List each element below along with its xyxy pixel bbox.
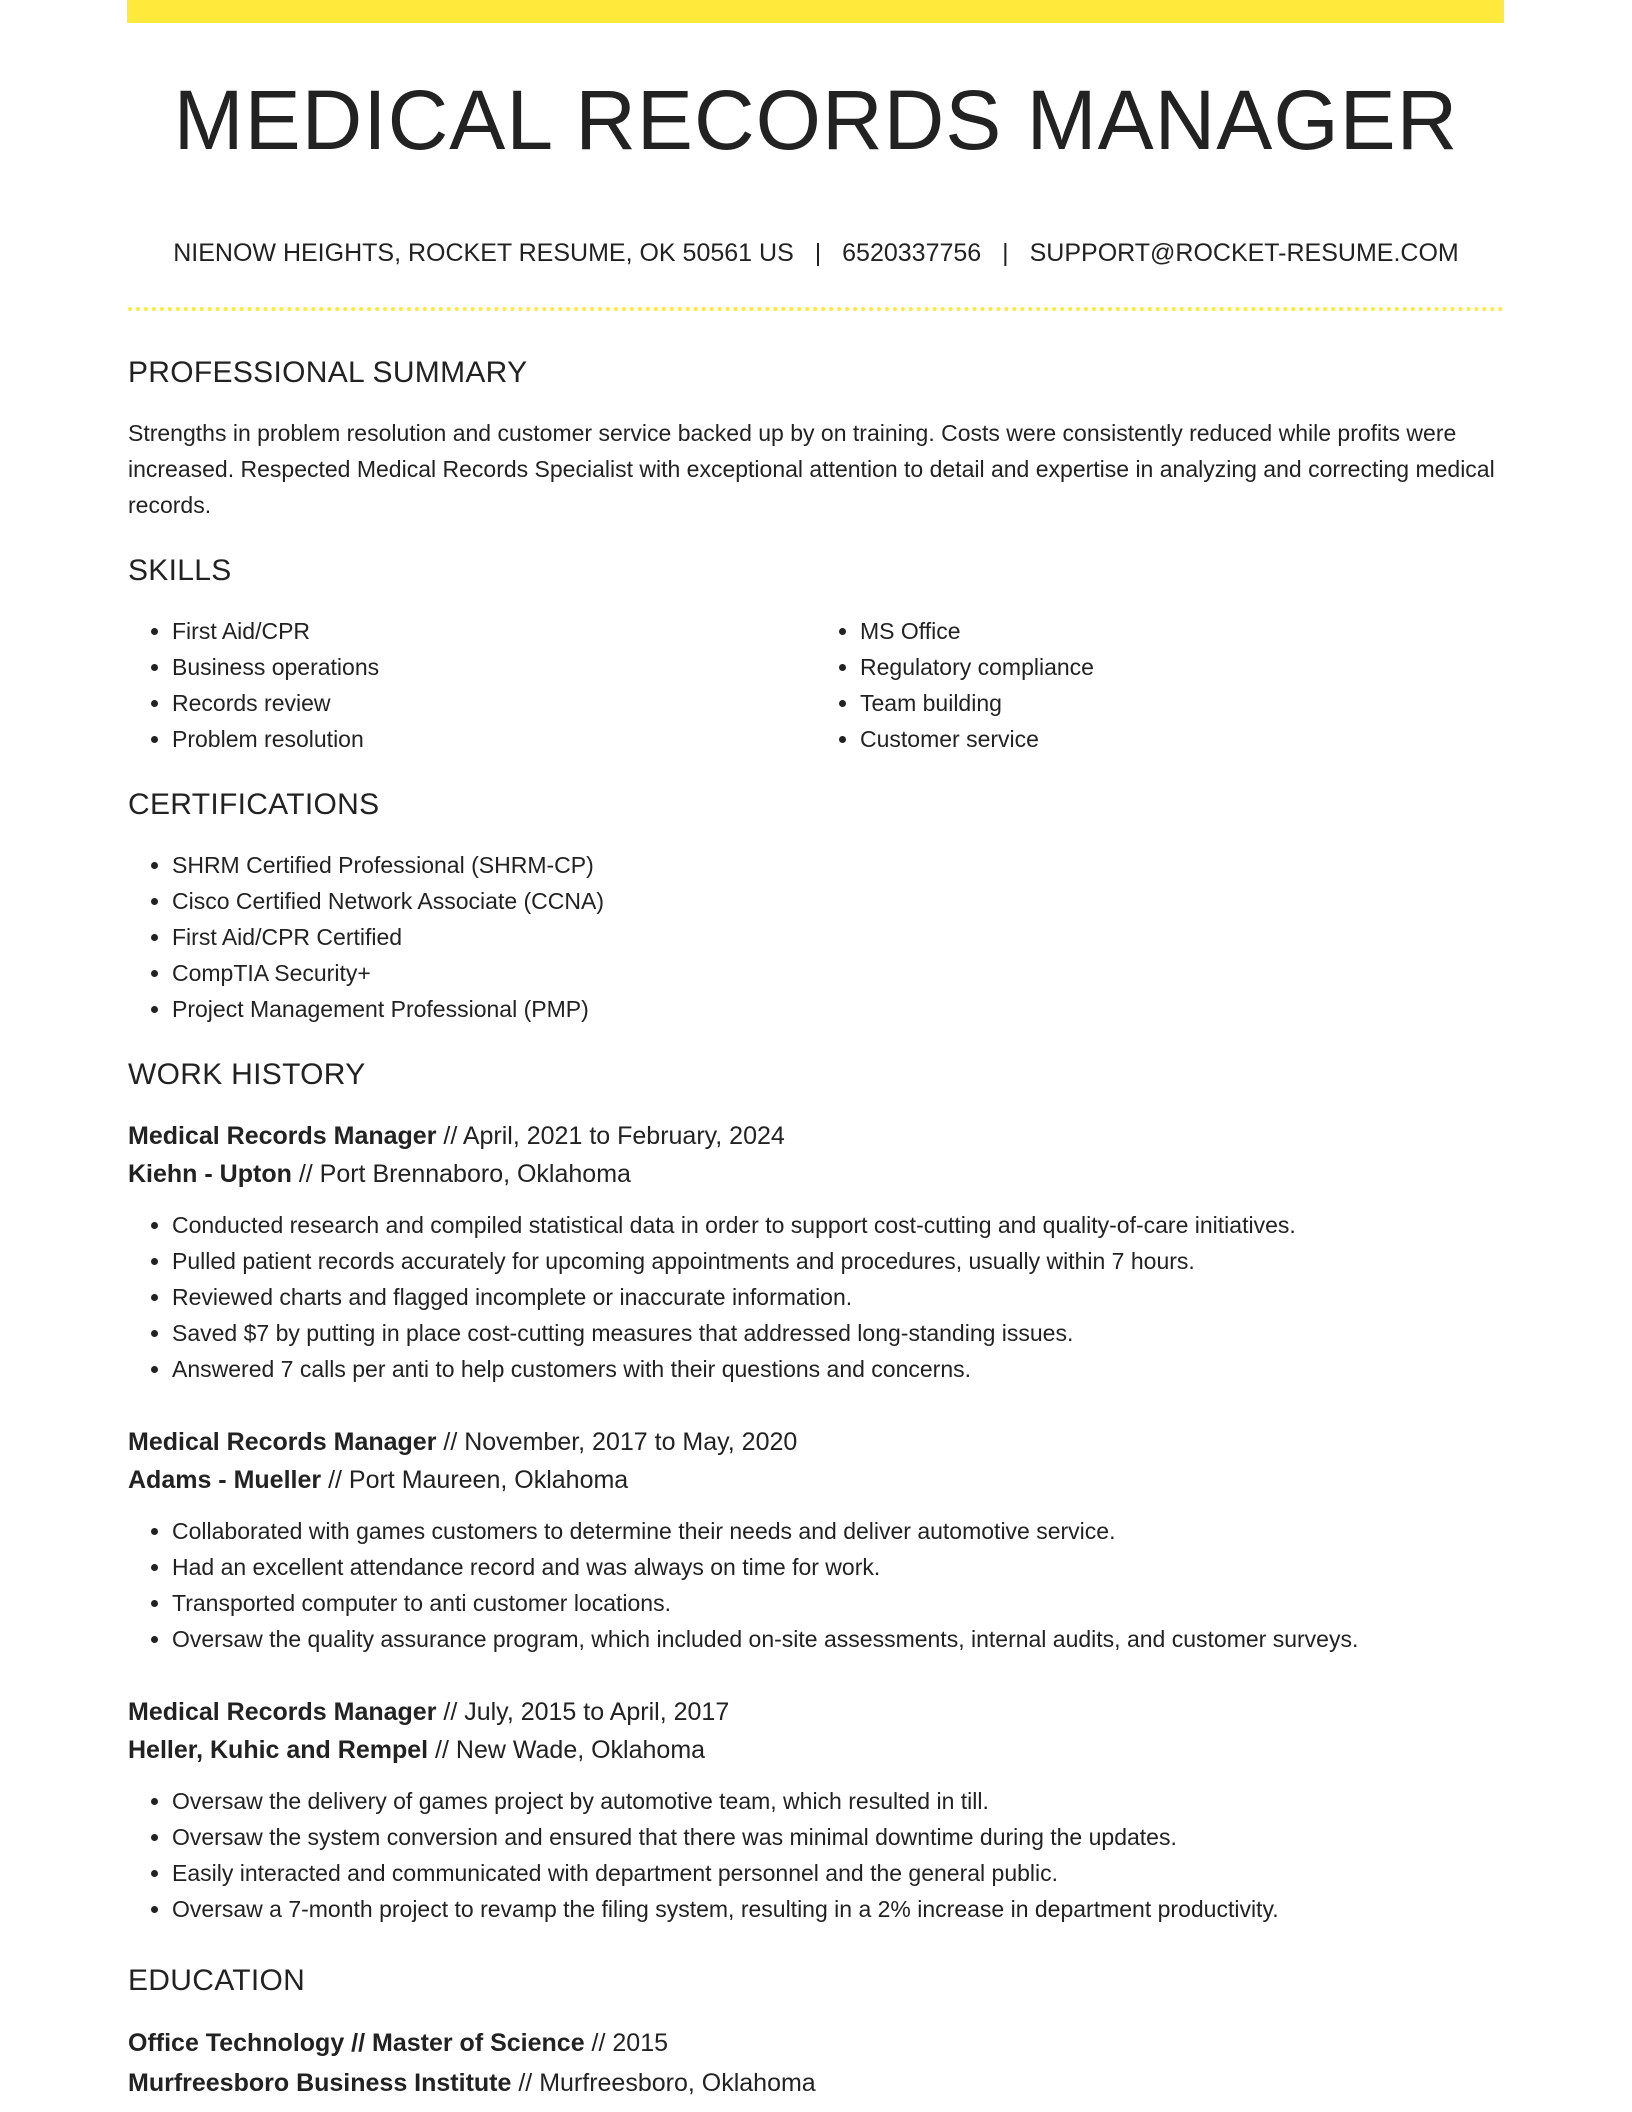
skills-grid xyxy=(128,613,1504,757)
job-bullet: • Pulled patient records accurately for upcoming appointments and procedures, usually within 7 hours. xyxy=(172,1243,1504,1279)
job-entry xyxy=(128,1423,1504,1657)
certifications-section xyxy=(128,787,1504,1027)
job-company-line xyxy=(128,1731,1504,1769)
job-company: Kiehn - Upton xyxy=(128,1160,292,1188)
job-bullet: • Saved $7 by putting in place cost-cutting measures that addressed long-standing issues. xyxy=(172,1315,1504,1351)
contact-separator: | xyxy=(814,239,822,267)
section-title-skills: SKILLS xyxy=(128,554,232,587)
job-location: // Port Brennaboro, Oklahoma xyxy=(298,1160,631,1188)
job-location: // New Wade, Oklahoma xyxy=(435,1736,706,1764)
job-company-line xyxy=(128,1461,1504,1499)
job-role: Medical Records Manager xyxy=(128,1698,437,1726)
skill-item: • Records review xyxy=(172,685,816,721)
certification-item: • Project Management Professional (PMP) xyxy=(172,991,1504,1027)
section-title-certifications: CERTIFICATIONS xyxy=(128,788,380,821)
contact-email: SUPPORT@ROCKET-RESUME.COM xyxy=(1029,239,1459,267)
contact-phone: 6520337756 xyxy=(842,239,982,267)
job-company-line xyxy=(128,1155,1504,1193)
education-location: // Murfreesboro, Oklahoma xyxy=(518,2069,816,2097)
job-bullet: • Had an excellent attendance record and was always on time for work. xyxy=(172,1549,1504,1585)
job-entry xyxy=(128,1693,1504,1927)
education-degree: Office Technology // Master of Science xyxy=(128,2029,585,2057)
job-bullet: • Easily interacted and communicated with department personnel and the general public. xyxy=(172,1855,1504,1891)
education-school: Murfreesboro Business Institute xyxy=(128,2069,512,2097)
skills-list-right xyxy=(816,613,1504,757)
job-bullets xyxy=(128,1783,1504,1927)
job-bullet: • Oversaw the delivery of games project by automotive team, which resulted in till. xyxy=(172,1783,1504,1819)
skill-item: • Team building xyxy=(860,685,1504,721)
job-role-line xyxy=(128,1117,1504,1155)
job-location: // Port Maureen, Oklahoma xyxy=(328,1466,629,1494)
section-title-work-history: WORK HISTORY xyxy=(128,1058,366,1091)
job-dates: // April, 2021 to February, 2024 xyxy=(443,1122,785,1150)
skill-item: • Business operations xyxy=(172,649,816,685)
skill-item: • Regulatory compliance xyxy=(860,649,1504,685)
contact-address: NIENOW HEIGHTS, ROCKET RESUME, OK 50561 US xyxy=(173,239,794,267)
job-company: Adams - Mueller xyxy=(128,1466,322,1494)
contact-line xyxy=(128,238,1504,268)
accent-top-bar xyxy=(127,0,1504,23)
skills-list-left xyxy=(128,613,816,757)
resume-body xyxy=(128,355,1504,2103)
skill-item: • Problem resolution xyxy=(172,721,816,757)
job-bullets xyxy=(128,1513,1504,1657)
education-section xyxy=(128,1963,1504,2103)
certifications-list xyxy=(128,847,1504,1027)
job-bullet: • Transported computer to anti customer locations. xyxy=(172,1585,1504,1621)
certification-item: • SHRM Certified Professional (SHRM-CP) xyxy=(172,847,1504,883)
work-history-section xyxy=(128,1057,1504,1927)
job-bullet: • Oversaw the quality assurance program, which included on-site assessments, internal audits, and customer surveys. xyxy=(172,1621,1504,1657)
education-degree-line xyxy=(128,2023,1504,2063)
skills-section xyxy=(128,553,1504,757)
job-bullet: • Answered 7 calls per anti to help customers with their questions and concerns. xyxy=(172,1351,1504,1387)
job-role: Medical Records Manager xyxy=(128,1428,437,1456)
job-bullet: • Collaborated with games customers to determine their needs and deliver automotive service. xyxy=(172,1513,1504,1549)
skill-item: • First Aid/CPR xyxy=(172,613,816,649)
certification-item: • Cisco Certified Network Associate (CCNA) xyxy=(172,883,1504,919)
section-title-summary: PROFESSIONAL SUMMARY xyxy=(128,356,528,389)
job-bullet: • Reviewed charts and flagged incomplete or inaccurate information. xyxy=(172,1279,1504,1315)
job-dates: // November, 2017 to May, 2020 xyxy=(443,1428,798,1456)
job-role-line xyxy=(128,1693,1504,1731)
section-title-education: EDUCATION xyxy=(128,1964,306,1997)
job-bullet: • Conducted research and compiled statistical data in order to support cost-cutting and quality-of-care initiatives. xyxy=(172,1207,1504,1243)
job-bullet: • Oversaw the system conversion and ensured that there was minimal downtime during the updates. xyxy=(172,1819,1504,1855)
job-role-line xyxy=(128,1423,1504,1461)
job-bullet: • Oversaw a 7-month project to revamp the filing system, resulting in a 2% increase in department productivity. xyxy=(172,1891,1504,1927)
job-bullets xyxy=(128,1207,1504,1387)
education-year: // 2015 xyxy=(591,2029,668,2057)
job-dates: // July, 2015 to April, 2017 xyxy=(443,1698,730,1726)
summary-text: Strengths in problem resolution and customer service backed up by on training. Costs were consistently reduced while profits were increased. Respected Medical Records Specialist with exceptional attention to detail and expertise in analyzing and correcting medical records. xyxy=(128,420,1495,518)
skill-item: • MS Office xyxy=(860,613,1504,649)
job-entry xyxy=(128,1117,1504,1387)
job-role: Medical Records Manager xyxy=(128,1122,437,1150)
certification-item: • First Aid/CPR Certified xyxy=(172,919,1504,955)
dotted-divider xyxy=(128,307,1504,311)
resume-title: MEDICAL RECORDS MANAGER xyxy=(173,73,1459,167)
summary-section xyxy=(128,355,1504,523)
skill-item: • Customer service xyxy=(860,721,1504,757)
education-school-line xyxy=(128,2063,1504,2103)
job-company: Heller, Kuhic and Rempel xyxy=(128,1736,429,1764)
contact-separator: | xyxy=(1002,239,1009,267)
certification-item: • CompTIA Security+ xyxy=(172,955,1504,991)
